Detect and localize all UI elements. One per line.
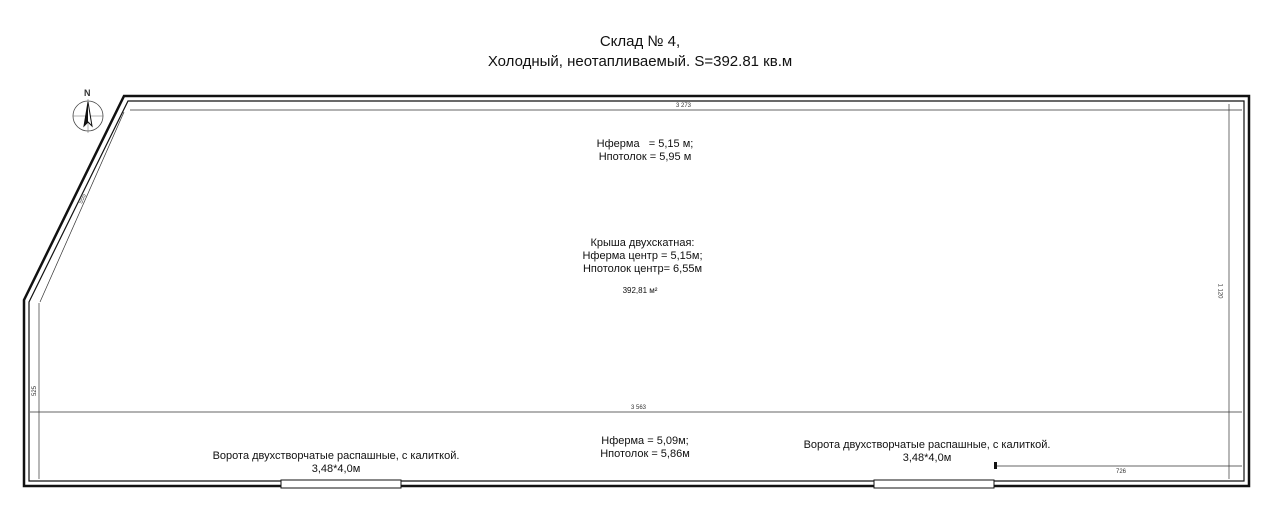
gate-left-size: 3,48*4,0м: [311, 463, 361, 475]
dim-label-bottom: 3 563: [631, 405, 647, 411]
dim-label-right: 1 120: [1216, 283, 1223, 299]
bottom-truss-height: Нферма = 5,09м;: [601, 435, 689, 447]
dim-label-left: 525: [32, 385, 39, 397]
roof-truss-center: Нферма центр = 5,15м;: [582, 250, 703, 262]
plan-subtitle: Холодный, неотапливаемый. S=392.81 кв.м: [487, 53, 793, 70]
bottom-ceiling-height: Нпотолок = 5,86м: [600, 448, 690, 460]
gate-right-note: [787, 439, 1067, 465]
roof-ceiling-center: Нпотолок центр= 6,55м: [582, 263, 703, 275]
roof-note: [540, 237, 745, 276]
dim-label-bottom-right: 726: [1116, 469, 1127, 475]
bottom-heights-note: [560, 435, 730, 461]
top-truss-height: Нферма = 5,15 м;: [596, 138, 694, 150]
dim-label-top: 3 273: [676, 103, 692, 109]
top-heights-note: [560, 138, 730, 164]
top-ceiling-height: Нпотолок = 5,95 м: [598, 151, 692, 163]
roof-type: Крыша двухскатная:: [590, 237, 695, 249]
dim-label-diagonal: 555: [78, 193, 88, 205]
north-arrow-icon: [73, 99, 103, 133]
gate-left-text: Ворота двухстворчатые распашные, с калиткой.: [212, 450, 460, 462]
gate-left-note: [196, 450, 476, 476]
area-label: 392,81 м²: [622, 286, 658, 295]
gate-right-opening: [874, 480, 994, 488]
gate-left-opening: [281, 480, 401, 488]
plan-title: Склад № 4,: [599, 33, 681, 50]
gate-right-text: Ворота двухстворчатые распашные, с калиткой.: [803, 439, 1051, 451]
gate-right-size: 3,48*4,0м: [902, 452, 952, 464]
compass-label: N: [84, 88, 91, 98]
dim-line-diagonal: [40, 112, 124, 302]
